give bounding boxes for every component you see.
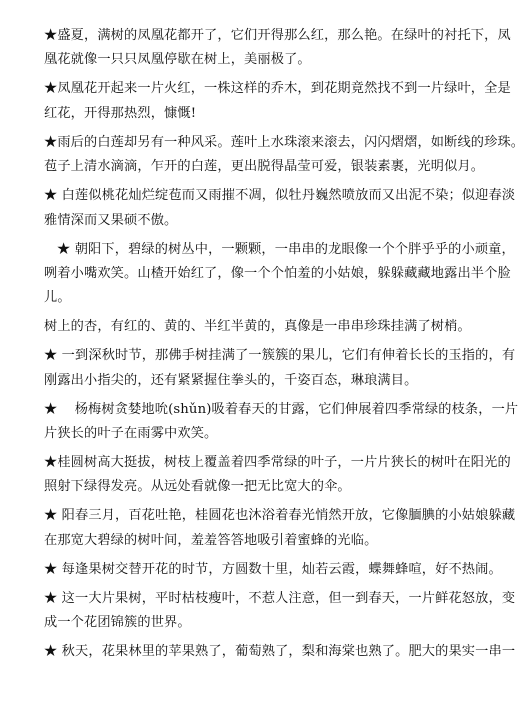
text-line: 树上的杏，有红的、黄的、半红半黄的，真像是一串串珍珠挂满了树梢。 [44,319,471,335]
text-line: 照射下绿得发亮。从远处看就像一把无比宽大的伞。 [44,479,351,495]
text-line: 咧着小嘴欢笑。山楂开始红了，像一个个怕羞的小姑娘，躲躲藏藏地露出半个脸 [44,265,511,281]
text-line: 雅情深而又果硕不傲。 [44,212,178,228]
paragraph [44,131,524,180]
text-line: 刚露出小指尖的，还有紧紧握住拳头的，千姿百态，琳琅满目。 [44,372,418,388]
paragraph [44,558,502,582]
text-line: 成一个花团锦簇的世界。 [44,615,191,631]
text-line: 苞子上清水滴滴，乍开的白莲，更出脱得晶莹可爱，银装素裹，光明似月。 [44,159,485,175]
text-line: ★ 这一大片果树，平时枯枝瘦叶，不惹人注意，但一到春天，一片鲜花怒放，变 [44,590,516,606]
text-line: 片狭长的叶子在雨雾中欢笑。 [44,426,218,442]
paragraph [44,640,516,664]
text-line: ★ 每逢果树交替开花的时节，方圆数十里，灿若云霞，蝶舞蜂喧，好不热闹。 [44,561,502,577]
paragraph [44,315,471,339]
text-line: ★ 秋天，花果林里的苹果熟了，葡萄熟了，梨和海棠也熟了。肥大的果实一串一 [44,644,516,660]
text-line: ★凤凰花开起来一片火红，一株这样的乔木，到花期竟然找不到一片绿叶，全是 [44,81,511,97]
text-line: 在那宽大碧绿的树叶间，羞羞答答地吸引着蜜蜂的光临。 [44,532,378,548]
paragraph [44,184,516,233]
text-line: ★桂圆树高大挺拔，树枝上覆盖着四季常绿的叶子，一片片狭长的树叶在阳光的 [44,455,511,470]
text-line: ★ 朝阳下，碧绿的树丛中，一颗颗，一串串的龙眼像一个个胖乎乎的小顽童， [44,241,515,257]
paragraph [44,504,516,553]
paragraph [44,24,511,73]
paragraph [44,238,515,311]
text-line: 红花，开得那热烈，慷慨! [44,105,197,121]
text-line: ★盛夏，满树的凤凰花都开了，它们开得那么红，那么艳。在绿叶的衬托下，凤 [44,28,511,43]
text-line: ★ 白莲似桃花灿烂绽苞而又雨摧不凋，似牡丹巍然喷放而又出泥不染；似迎春淡 [44,188,516,204]
text-line: ★ 阳春三月，百花吐艳，桂圆花也沐浴着春光悄然开放，它像腼腆的小姑娘躲藏 [44,508,516,524]
paragraph [44,77,511,126]
text-line: ★雨后的白莲却另有一种风采。莲叶上水珠滚来滚去，闪闪熠熠，如断线的珍珠。 [44,134,524,150]
text-line: ★ 杨梅树贪婪地吮(shǔn)吸着春天的甘露，它们伸展着四季常绿的枝条，一片 [44,401,519,417]
paragraph [44,344,516,393]
text-line: ★ 一到深秋时节，那佛手树挂满了一簇簇的果儿，它们有伸着长长的玉指的，有 [44,348,516,364]
text-line: 凰花就像一只只凤凰停歇在树上，美丽极了。 [44,52,311,68]
text-line: 儿。 [44,290,71,306]
document-body [44,24,524,665]
paragraph [44,451,511,500]
paragraph [44,587,516,636]
paragraph [44,398,519,447]
